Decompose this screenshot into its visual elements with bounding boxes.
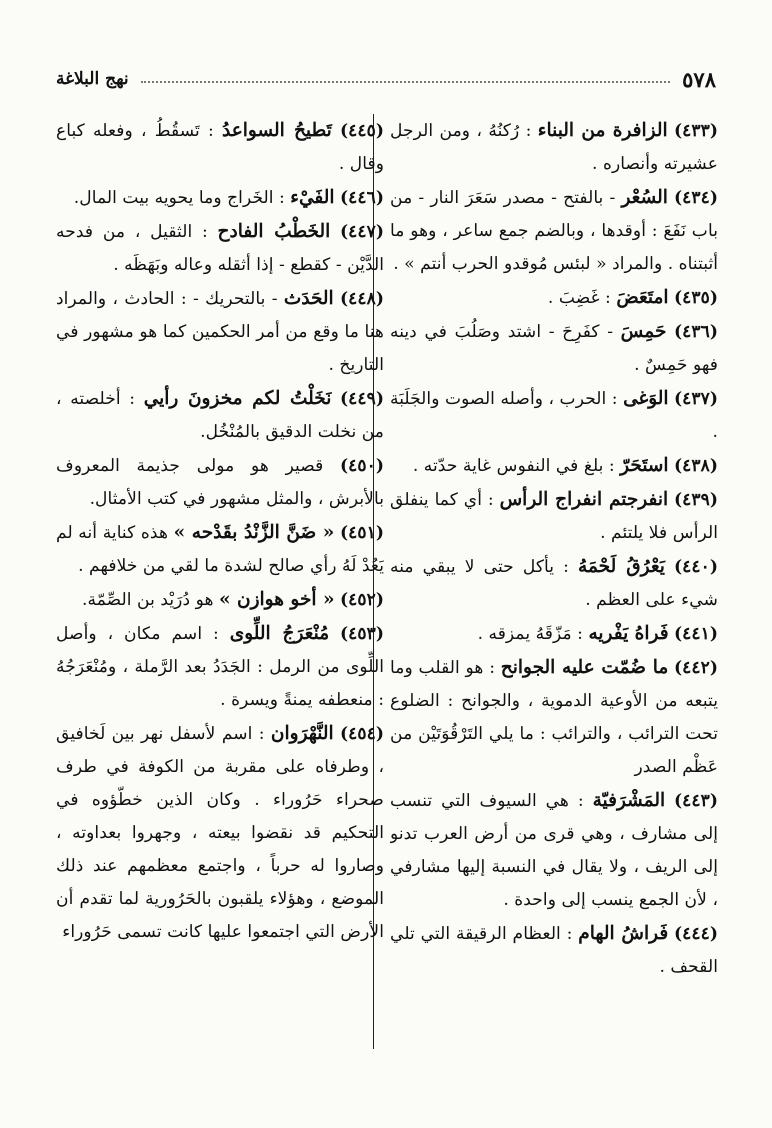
footnote-entry bbox=[56, 449, 384, 516]
footnote-number: (٤٥١) bbox=[340, 523, 384, 543]
footnote-entry bbox=[390, 449, 718, 483]
left-column bbox=[56, 114, 384, 1074]
footnote-number: (٤٣٧) bbox=[674, 389, 718, 409]
footnote-text: : الثقيل ، من فدحه الدَّيْن - كقطع - إذا أثقله وعاله وبَهَظَه . bbox=[56, 222, 384, 275]
footnote-term: الخَطْبُ الفادح bbox=[217, 221, 331, 242]
footnote-term: ما ضُمّت عليه الجوانح bbox=[500, 657, 669, 678]
footnote-term: فَراهُ يَفْريه bbox=[588, 623, 669, 644]
footnote-entry bbox=[56, 382, 384, 449]
page-number: ٥٧٨ bbox=[682, 66, 716, 92]
footnote-number: (٤٥٠) bbox=[340, 456, 384, 476]
footnote-text: : اسم لأسفل نهر بين لَخافيق ، وطرفاه على مقربة من الكوفة في طرف صحراء حَرُوراء . وكان الذين خطّؤوه في التحكيم قد نقضوا بيعته ، وجهروا بعداوته ، وصاروا له حرباً ، واجتمع معظمهم عند ذلك الموضع ، وهؤلاء يلقبون بالحَرُورية لما تقدم أن الأرض التي اجتمعوا عليها كانت تسمى حَرُوراء bbox=[56, 724, 384, 942]
running-title: نهج البلاغة bbox=[56, 69, 129, 89]
footnote-entry bbox=[390, 651, 718, 784]
footnote-text: : هو القلب وما يتبعه من الأوعية الدموية ، والجوانح : الضلوع تحت الترائب ، والترائب : ما يلي التَرْقُوَتَيْن من عَظْم الصدر bbox=[390, 658, 718, 777]
footnote-text: : أي كما ينفلق الرأس فلا يلتئم . bbox=[390, 490, 718, 543]
footnote-text: : رُكنُهُ ، ومن الرجل عشيرته وأنصاره . bbox=[390, 121, 718, 174]
footnote-number: (٤٤١) bbox=[674, 624, 718, 644]
footnote-text: هو دُرَيْد بن الصِّمّة. bbox=[82, 590, 214, 610]
footnote-number: (٤٥٢) bbox=[340, 590, 384, 610]
footnote-text: : العظام الرقيقة التي تلي القحف . bbox=[390, 924, 718, 977]
footnote-entry bbox=[390, 550, 718, 617]
footnote-term: نَخَلْتُ لكم مخزونَ رأيي bbox=[143, 388, 332, 409]
footnote-entry bbox=[56, 583, 384, 617]
footnote-text: : بلغ في النفوس غاية حدّته . bbox=[412, 456, 615, 476]
footnote-term: امتَعَضَ bbox=[616, 287, 669, 308]
footnote-entry bbox=[390, 917, 718, 984]
footnote-term: مُنْعَرَجُ اللِّوى bbox=[229, 623, 330, 644]
footnote-number: (٤٤٨) bbox=[340, 289, 384, 309]
footnote-entry bbox=[390, 784, 718, 917]
footnote-number: (٤٣٥) bbox=[674, 288, 718, 308]
footnote-number: (٤٤٧) bbox=[340, 222, 384, 242]
footnote-entry bbox=[390, 181, 718, 281]
footnote-term: الزافرة من البناء bbox=[537, 120, 668, 141]
footnote-term: الوَغى bbox=[623, 388, 669, 409]
footnote-term: استَحَرّ bbox=[620, 455, 669, 476]
footnote-number: (٤٤٦) bbox=[340, 188, 384, 208]
footnote-text: : اسم مكان ، وأصل اللِّوى من الرمل : الجَدَدُ بعد الرَّملة ، ومُنْعَرَجُهُ : منعطفه يمنةً ويسرة . bbox=[56, 624, 384, 710]
footnote-term: انفرجتم انفراج الرأس bbox=[499, 489, 669, 510]
footnote-text: : الحرب ، وأصله الصوت والجَلَبَة . bbox=[390, 389, 718, 442]
footnote-entry bbox=[390, 315, 718, 382]
footnote-text: - كفَرِحَ - اشتد وصَلُبَ في دينه فهو حَمِسٌ . bbox=[390, 322, 718, 375]
footnote-number: (٤٣٦) bbox=[674, 322, 718, 342]
footnote-number: (٤٣٤) bbox=[674, 188, 718, 208]
footnote-text: : هي السيوف التي تنسب إلى مشارف ، وهي قرى من أرض العرب تدنو إلى الريف ، ولا يقال في النسبة إليها مشارفي ، لأن الجمع ينسب إلى واحدة . bbox=[390, 791, 718, 910]
footnote-term: النَّهْرَوان bbox=[270, 723, 334, 744]
footnote-entry bbox=[56, 215, 384, 282]
footnote-entry bbox=[390, 483, 718, 550]
footnote-number: (٤٣٣) bbox=[674, 121, 718, 141]
footnote-entry bbox=[56, 181, 384, 215]
footnote-number: (٤٤٣) bbox=[674, 791, 718, 811]
footnote-number: (٤٤٩) bbox=[340, 389, 384, 409]
footnote-entry bbox=[390, 617, 718, 651]
footnote-entry bbox=[56, 617, 384, 717]
footnote-text: - بالفتح - مصدر سَعَرَ النار - من باب نَفَعَ : أوقدها ، وبالضم جمع ساعر ، وهو ما أثبتناه . والمراد « لبئس مُوقدو الحرب أنتم » . bbox=[390, 188, 718, 274]
page-header bbox=[56, 62, 716, 96]
footnote-number: (٤٤٥) bbox=[340, 121, 384, 141]
footnote-term: المَشْرَفيّة bbox=[592, 790, 666, 811]
footnote-term: حَمِسَ bbox=[620, 321, 667, 342]
footnote-text: قصير هو مولى جذيمة المعروف بالأبرش ، والمثل مشهور في كتب الأمثال. bbox=[56, 456, 384, 509]
footnote-text: : يأكل حتى لا يبقي منه شيء على العظم . bbox=[390, 557, 718, 610]
footnote-entry bbox=[390, 382, 718, 449]
footnote-text: هذه كناية أنه لم يَعُدْ لَهُ رأي صالح لشدة ما لقي من خلافهم . bbox=[56, 523, 384, 576]
footnote-number: (٤٤٠) bbox=[674, 557, 718, 577]
footnote-entry bbox=[56, 717, 384, 949]
footnote-term: فَراشُ الهام bbox=[578, 923, 669, 944]
footnote-number: (٤٤٢) bbox=[674, 658, 718, 678]
footnote-term: الفَيْء bbox=[290, 187, 335, 208]
footnote-entry bbox=[390, 281, 718, 315]
footnote-text: : غَضِبَ . bbox=[547, 288, 611, 308]
footnote-text: : أخلصته ، من نخلت الدقيق بالمُنْخُل. bbox=[56, 389, 384, 442]
footnote-term: « ضَنَّ الزَّنْدُ بقَدْحه » bbox=[173, 522, 335, 543]
footnote-text: - بالتحريك - : الحادث ، والمراد هنا ما وقع من أمر الحكمين كما هو مشهور في التاريخ . bbox=[56, 289, 384, 375]
footnote-entry bbox=[390, 114, 718, 181]
header-dotted-leader bbox=[141, 81, 671, 83]
footnote-text: : الخَراج وما يحويه بيت المال. bbox=[73, 188, 285, 208]
footnote-number: (٤٥٣) bbox=[340, 624, 384, 644]
footnote-entry bbox=[56, 114, 384, 181]
footnote-term: الحَدَث bbox=[283, 288, 334, 309]
footnote-entry bbox=[56, 516, 384, 583]
footnote-number: (٤٣٨) bbox=[674, 456, 718, 476]
footnote-number: (٤٣٩) bbox=[674, 490, 718, 510]
footnote-term: تَطيحُ السواعدُ bbox=[222, 120, 332, 141]
footnote-number: (٤٤٤) bbox=[674, 924, 718, 944]
footnote-term: السُعْر bbox=[621, 187, 668, 208]
footnote-text: : تَسقُطُ ، وفعله كباع وقال . bbox=[56, 121, 384, 174]
footnote-entry bbox=[56, 282, 384, 382]
footnote-number: (٤٥٤) bbox=[340, 724, 384, 744]
footnote-term: يَعْرُقُ لَحْمَهُ bbox=[578, 556, 665, 577]
right-column bbox=[390, 114, 718, 1074]
footnote-text: : مَزّقَهُ يمزقه . bbox=[477, 624, 583, 644]
footnote-term: « أخو هوازن » bbox=[218, 589, 335, 610]
